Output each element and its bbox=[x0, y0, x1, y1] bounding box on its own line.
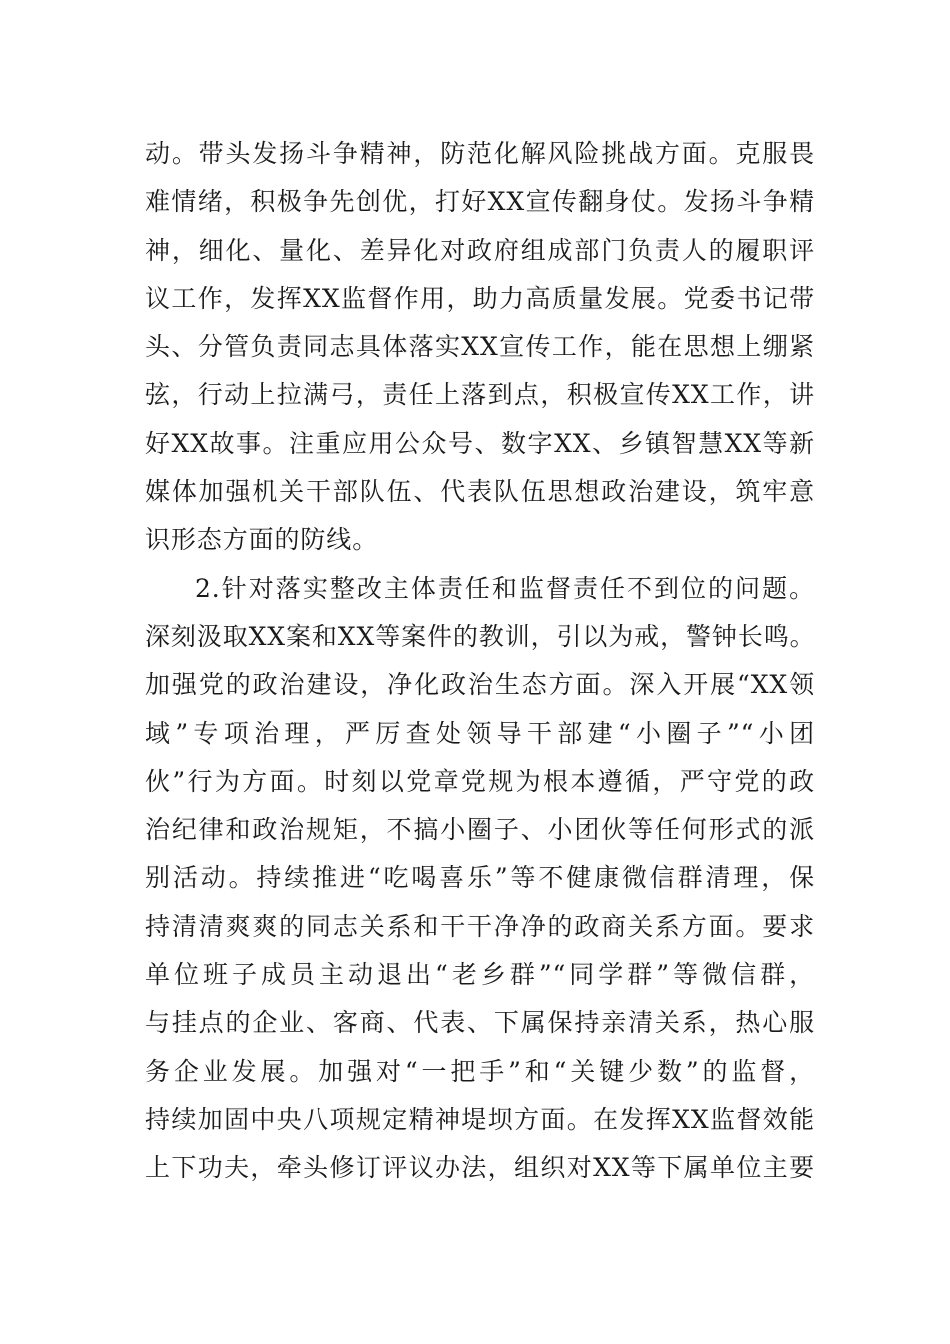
text-line-12: 加强党的政治建设，净化政治生态方面。深入开展“XX领 bbox=[145, 670, 815, 700]
text-line-22: 上下功夫，牵头修订评议办法，组织对XX等下属单位主要 bbox=[145, 1153, 815, 1183]
text-line-7: 好XX故事。注重应用公众号、数字XX、乡镇智慧XX等新 bbox=[145, 428, 815, 458]
text-line-19: 与挂点的企业、客商、代表、下属保持亲清关系，热心服 bbox=[145, 1008, 815, 1038]
text-line-18: 单位班子成员主动退出“老乡群”“同学群”等微信群， bbox=[145, 960, 815, 990]
text-line-15: 治纪律和政治规矩，不搞小圈子、小团伙等任何形式的派 bbox=[145, 815, 815, 845]
text-line-20: 务企业发展。加强对“一把手”和“关键少数”的监督， bbox=[145, 1056, 815, 1086]
text-line-4: 议工作，发挥XX监督作用，助力高质量发展。党委书记带 bbox=[145, 283, 815, 313]
text-line-11: 深刻汲取XX案和XX等案件的教训，引以为戒，警钟长鸣。 bbox=[145, 621, 816, 651]
text-line-6: 弦，行动上拉满弓，责任上落到点，积极宣传XX工作，讲 bbox=[145, 380, 815, 410]
text-line-16: 别活动。持续推进“吃喝喜乐”等不健康微信群清理，保 bbox=[145, 863, 815, 893]
text-line-5: 头、分管负责同志具体落实XX宣传工作，能在思想上绷紧 bbox=[145, 332, 815, 362]
text-line-2: 难情绪，积极争先创优，打好XX宣传翻身仗。发扬斗争精 bbox=[145, 187, 815, 217]
text-line-3: 神，细化、量化、差异化对政府组成部门负责人的履职评 bbox=[145, 235, 815, 265]
text-line-14: 伙”行为方面。时刻以党章党规为根本遵循，严守党的政 bbox=[145, 766, 815, 796]
body-text bbox=[145, 130, 815, 1193]
text-line-1: 动。带头发扬斗争精神，防范化解风险挑战方面。克服畏 bbox=[145, 139, 815, 168]
text-line-9: 识形态方面的防线。 bbox=[145, 525, 379, 555]
text-line-8: 媒体加强机关干部队伍、代表队伍思想政治建设，筑牢意 bbox=[145, 477, 815, 507]
text-line-13: 域”专项治理，严厉查处领导干部建“小圈子”“小团 bbox=[145, 718, 815, 748]
text-line-17: 持清清爽爽的同志关系和干干净净的政商关系方面。要求 bbox=[145, 911, 815, 941]
section-heading-2: 2.针对落实整改主体责任和监督责任不到位的问题。 bbox=[195, 573, 815, 603]
text-line-21: 持续加固中央八项规定精神堤坝方面。在发挥XX监督效能 bbox=[145, 1104, 815, 1134]
